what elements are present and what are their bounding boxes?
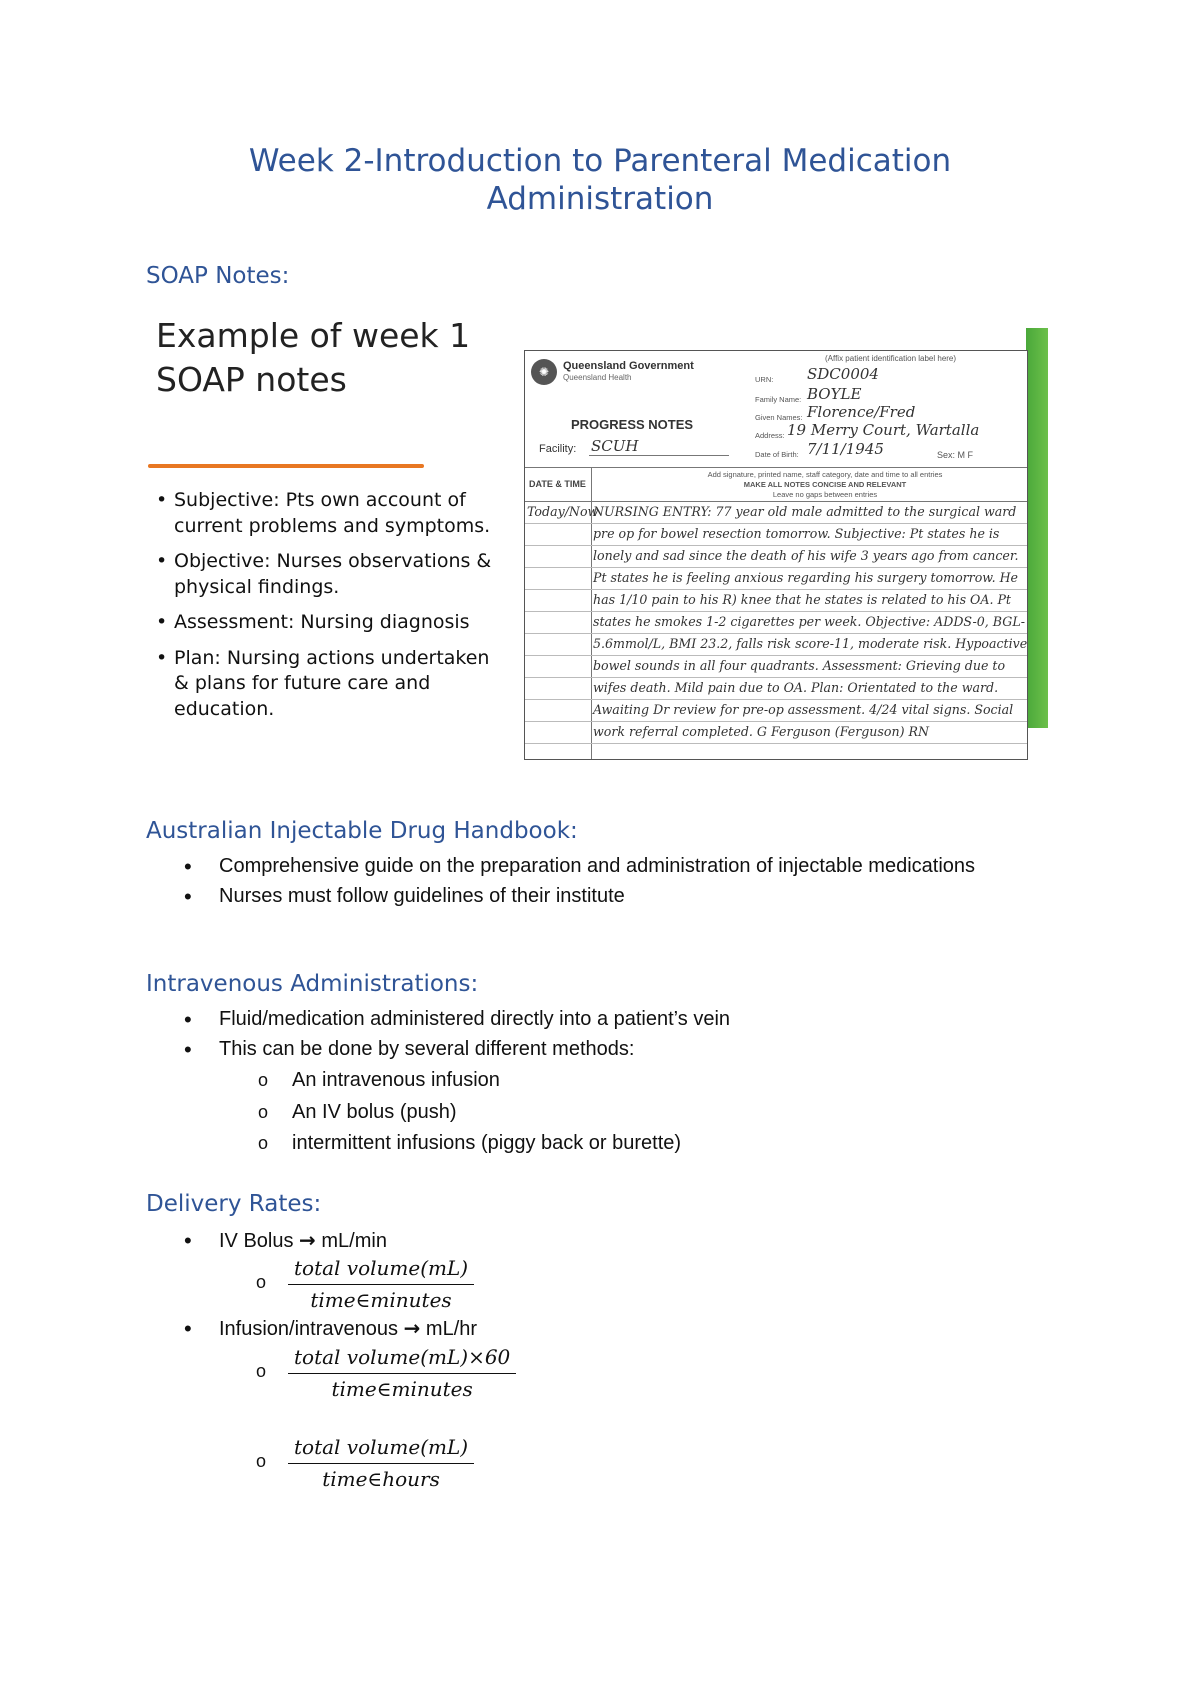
iv-item-1: • Fluid/medication administered directly into a patient’s vein <box>176 1005 1056 1035</box>
date-column-header: DATE & TIME <box>529 479 586 489</box>
instruction-3: Leave no gaps between entries <box>772 490 878 499</box>
form-title: PROGRESS NOTES <box>571 417 694 432</box>
aidh-heading: Australian Injectable Drug Handbook: <box>146 818 578 844</box>
formula-infusion-hours-numerator: total volume(mL) <box>288 1433 474 1464</box>
rates-list-bolus <box>176 1226 1056 1257</box>
formula-bolus-denominator: time∈minutes <box>310 1288 452 1312</box>
rate-item-infusion <box>176 1314 1056 1345</box>
entry-date: Today/Now <box>527 504 599 519</box>
family-value: BOYLE <box>807 385 862 403</box>
rate-item-bolus <box>176 1226 1056 1257</box>
iv-item-2: • This can be done by several different methods: <box>176 1035 1056 1065</box>
aidh-item-1: • Comprehensive guide on the preparation and administration of injectable medications <box>176 852 1056 882</box>
arrow-icon: → <box>299 1228 316 1252</box>
formula-infusion-hours-denominator: time∈hours <box>322 1467 440 1491</box>
infusion-unit: mL/hr <box>425 1318 478 1340</box>
formula-infusion-minutes <box>288 1343 516 1403</box>
org-sub: Queensland Health <box>563 373 632 382</box>
formula-infusion-minutes-numerator: total volume(mL)×60 <box>288 1343 516 1374</box>
formula-bolus <box>288 1254 474 1314</box>
dob-value: 7/11/1945 <box>807 440 884 458</box>
iv-subitem-1: o An intravenous infusion <box>256 1065 1056 1097</box>
formula-marker: o <box>256 1361 267 1381</box>
formula-infusion-minutes-denominator: time∈minutes <box>331 1377 473 1401</box>
facility-underline <box>589 455 729 456</box>
slide-item-objective: • Objective: Nurses observations & physical findings. <box>154 549 494 600</box>
slide-item-subjective: • Subjective: Pts own account of current problems and symptoms. <box>154 488 494 539</box>
facility-label: Facility: <box>539 443 577 455</box>
aidh-item-2: • Nurses must follow guidelines of their institute <box>176 882 1056 912</box>
slide-divider <box>148 464 424 468</box>
family-label: Family Name: <box>755 395 802 404</box>
urn-value: SDC0004 <box>807 365 879 383</box>
given-label: Given Names: <box>755 413 803 422</box>
iv-list <box>176 1005 1056 1064</box>
formula-marker: o <box>256 1451 267 1471</box>
progress-notes-form <box>524 350 1028 760</box>
page-title: Week 2-Introduction to Parenteral Medication Administration <box>248 143 952 217</box>
arrow-icon: → <box>403 1316 421 1340</box>
facility-value: SCUH <box>591 437 639 455</box>
iv-heading: Intravenous Administrations: <box>146 971 479 997</box>
sex-label: Sex: M F <box>937 450 974 460</box>
iv-subitem-3: o intermittent infusions (piggy back or burette) <box>256 1128 1056 1160</box>
form-divider <box>525 467 1027 468</box>
slide-list <box>154 488 494 732</box>
formula-marker: o <box>256 1272 267 1292</box>
qld-logo-icon: ✺ <box>531 359 557 385</box>
slide-item-plan: • Plan: Nursing actions undertaken & plans for future care and education. <box>154 646 494 723</box>
row-line <box>525 743 1027 744</box>
soap-heading: SOAP Notes: <box>146 263 290 289</box>
bolus-label: IV Bolus <box>219 1230 294 1252</box>
slide-heading: Example of week 1 SOAP notes <box>156 316 471 399</box>
rates-heading: Delivery Rates: <box>146 1191 322 1217</box>
entry-text: NURSING ENTRY: 77 year old male admitted to the surgical ward pre op for bowel resection tomorrow. Subjective: Pt states he is lonely and sad since the death of his wife 3 years ago from cancer. Pt states he is feeling anxious regarding his surgery tomorrow. He has 1/10 pain to his R) knee that he states is related to his OA. Pt states he smokes 1-2 cigarettes per week. Objective: ADDS-0, BGL-5.6mmol/L, BMI 23.2, falls risk score-11, moderate risk. Hypoactive bowel sounds in all four quadrants. Assessment: Grieving due to wifes death. Mild pain due to OA. Plan: Orientated to the ward. Awaiting Dr review for pre-op assessment. 4/24 vital signs. Social work referral completed. G Ferguson (Ferguson) RN <box>593 504 1028 739</box>
infusion-label: Infusion/intravenous <box>219 1318 399 1340</box>
given-value: Florence/Fred <box>807 403 916 421</box>
dob-label: Date of Birth: <box>755 450 799 459</box>
affix-label: (Affix patient identification label here) <box>825 354 957 363</box>
iv-sublist <box>256 1065 1056 1160</box>
address-value: 19 Merry Court, Wartalla <box>787 421 980 439</box>
instruction-2: MAKE ALL NOTES CONCISE AND RELEVANT <box>743 480 907 489</box>
formula-bolus-numerator: total volume(mL) <box>288 1254 474 1285</box>
org-name: Queensland Government <box>563 360 694 372</box>
rates-list-infusion <box>176 1314 1056 1345</box>
instruction-1: Add signature, printed name, staff category, date and time to all entries <box>707 470 943 479</box>
green-edge-bar <box>1026 328 1048 728</box>
slide-item-assessment: • Assessment: Nursing diagnosis <box>154 610 494 636</box>
urn-label: URN: <box>755 375 774 384</box>
address-label: Address: <box>755 431 785 440</box>
formula-infusion-hours <box>288 1433 474 1493</box>
iv-subitem-2: o An IV bolus (push) <box>256 1097 1056 1129</box>
bolus-unit: mL/min <box>321 1230 387 1252</box>
aidh-list <box>176 852 1056 911</box>
